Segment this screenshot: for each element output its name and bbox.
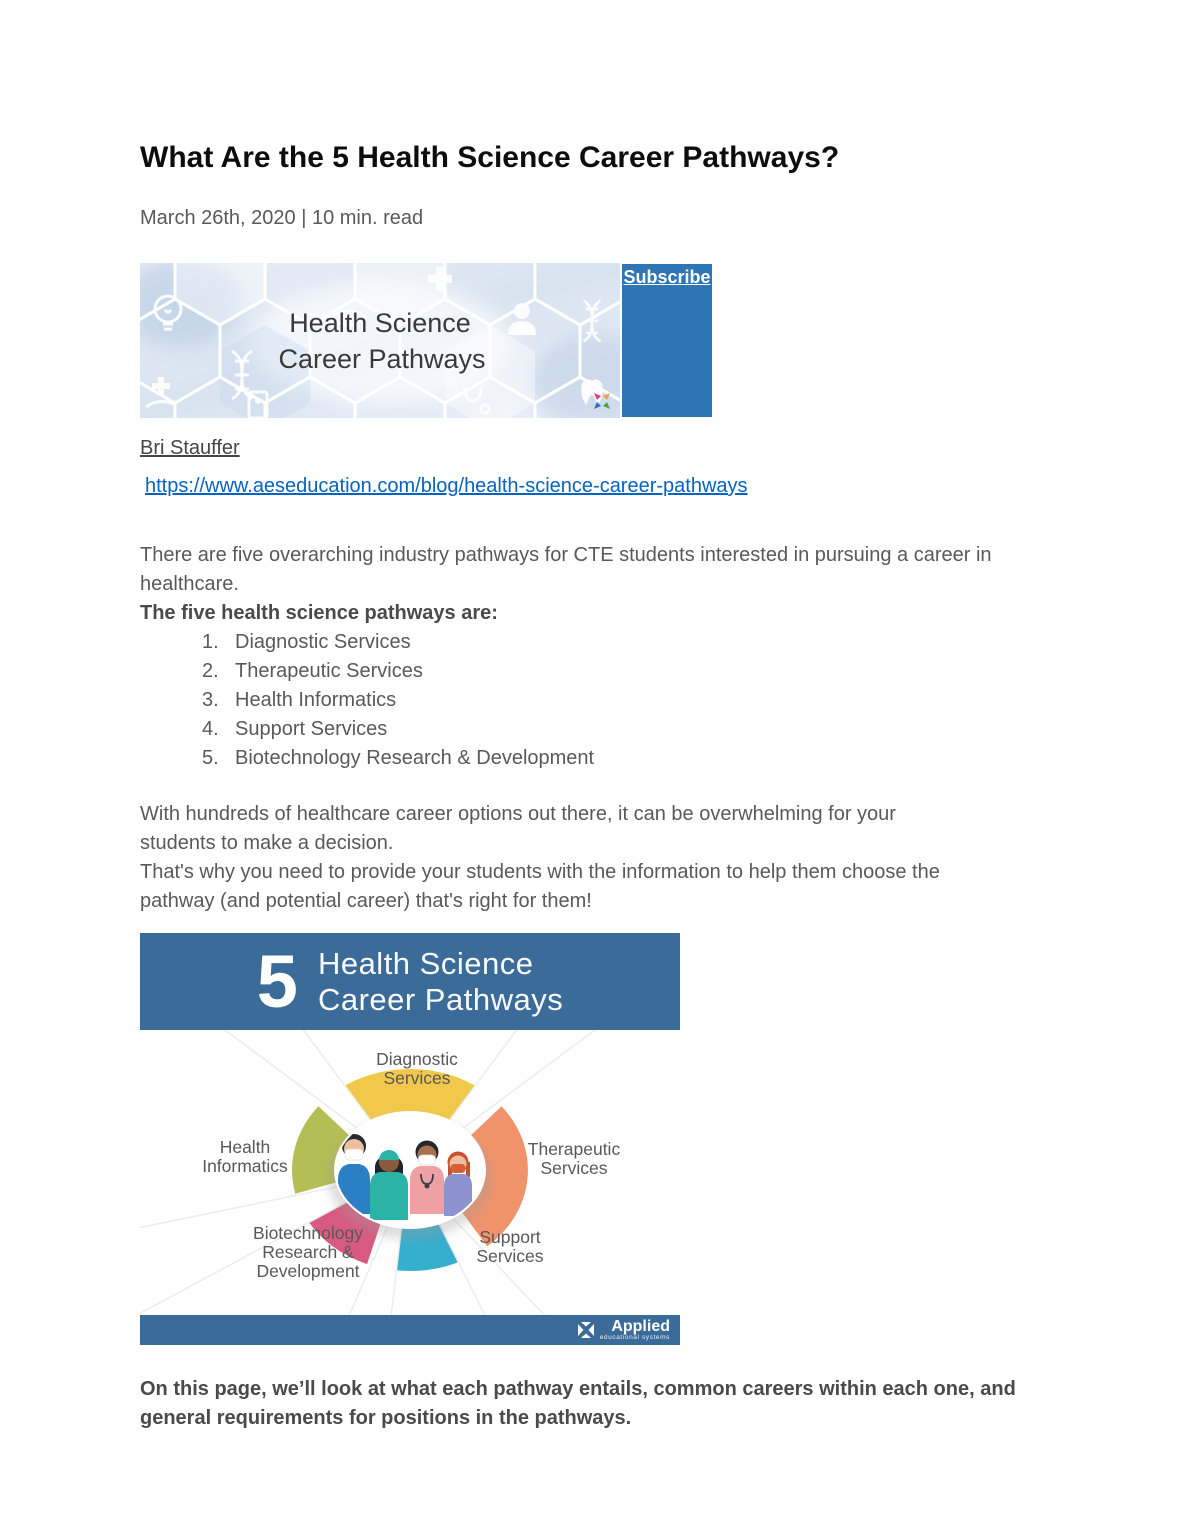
brand-text [600, 1319, 670, 1341]
body-line: With hundreds of healthcare career options out there, it can be overwhelming for your [140, 803, 896, 825]
pathways-diagram [140, 1030, 680, 1315]
label-line: Health [219, 1137, 271, 1157]
label-support-services [420, 1228, 600, 1266]
label-line: Therapeutic [527, 1139, 621, 1159]
banner-heading-line2: Career Pathways [278, 344, 486, 374]
label-therapeutic-services [484, 1140, 664, 1178]
label-biotechnology-rd [218, 1224, 398, 1281]
infographic-footer [140, 1315, 680, 1345]
applied-logo-icon [578, 1322, 594, 1338]
label-line: Biotechnology [253, 1223, 363, 1243]
body-line: That's why you need to provide your students with the information to help them choose the [140, 861, 940, 883]
body-line: pathway (and potential career) that's right for them! [140, 890, 592, 912]
label-line: Services [476, 1246, 544, 1266]
list-item-number: 1. [202, 631, 219, 653]
article-url-link[interactable]: https://www.aeseducation.com/blog/health-science-career-pathways [145, 475, 748, 497]
pathways-infographic [140, 933, 680, 1345]
label-line: Informatics [202, 1156, 288, 1176]
body-line: students to make a decision. [140, 832, 394, 854]
author-link[interactable]: Bri Stauffer [140, 437, 240, 459]
list-item [140, 686, 1090, 715]
subscribe-button[interactable] [622, 264, 712, 417]
subscribe-label[interactable]: Subscribe [623, 267, 711, 287]
list-item-number: 2. [202, 660, 219, 682]
infographic-number: 5 [256, 939, 298, 1023]
brand-subtitle: educational systems [599, 1334, 670, 1341]
hexagon-background [140, 263, 620, 418]
byline [140, 436, 1090, 460]
list-item-number: 4. [202, 718, 219, 740]
list-item [140, 628, 1090, 657]
document-page [140, 0, 1090, 1433]
page-title: What Are the 5 Health Science Career Pathways? [140, 141, 840, 174]
list-item [140, 744, 1090, 773]
label-line: Services [383, 1068, 451, 1088]
body-paragraph [140, 800, 1090, 916]
intro-line: There are five overarching industry pathways for CTE students interested in pursuing a career in [140, 544, 992, 566]
meta-line: March 26th, 2020 | 10 min. read [140, 207, 424, 229]
pathways-list [140, 628, 1090, 773]
list-item-label: Health Informatics [235, 689, 397, 711]
label-line: Support [479, 1227, 541, 1247]
list-item-label: Diagnostic Services [235, 631, 411, 653]
label-line: Services [540, 1158, 608, 1178]
infographic-header [140, 933, 680, 1030]
list-item [140, 715, 1090, 744]
article-url [140, 474, 1090, 498]
label-line: Development [256, 1261, 360, 1281]
banner-heading-line1: Health Science [289, 308, 471, 338]
infographic-title-line2: Career Pathways [317, 981, 564, 1017]
list-item-label: Biotechnology Research & Development [235, 747, 595, 769]
hero-banner [140, 263, 1090, 418]
closing-paragraph [140, 1375, 1090, 1433]
label-line: Research & [262, 1242, 354, 1262]
closing-line: On this page, we’ll look at what each pathway entails, common careers within each one, and [140, 1378, 1016, 1400]
list-item-label: Therapeutic Services [235, 660, 423, 682]
label-diagnostic-services [327, 1050, 507, 1088]
label-line: Diagnostic [376, 1049, 458, 1069]
closing-line: general requirements for positions in the pathways. [140, 1407, 632, 1429]
list-intro: The five health science pathways are: [140, 602, 498, 624]
list-item-number: 5. [202, 747, 219, 769]
hero-banner-image [140, 263, 620, 418]
infographic-title-line1: Health Science [317, 945, 534, 981]
list-item-number: 3. [202, 689, 219, 711]
segment-diagnostic [351, 1091, 469, 1108]
list-item-label: Support Services [235, 718, 388, 740]
label-health-informatics [155, 1138, 335, 1176]
intro-paragraph [140, 541, 1090, 628]
list-item [140, 657, 1090, 686]
intro-line: healthcare. [140, 573, 239, 595]
brand-name: Applied [611, 1318, 670, 1335]
infographic-title [318, 946, 563, 1018]
